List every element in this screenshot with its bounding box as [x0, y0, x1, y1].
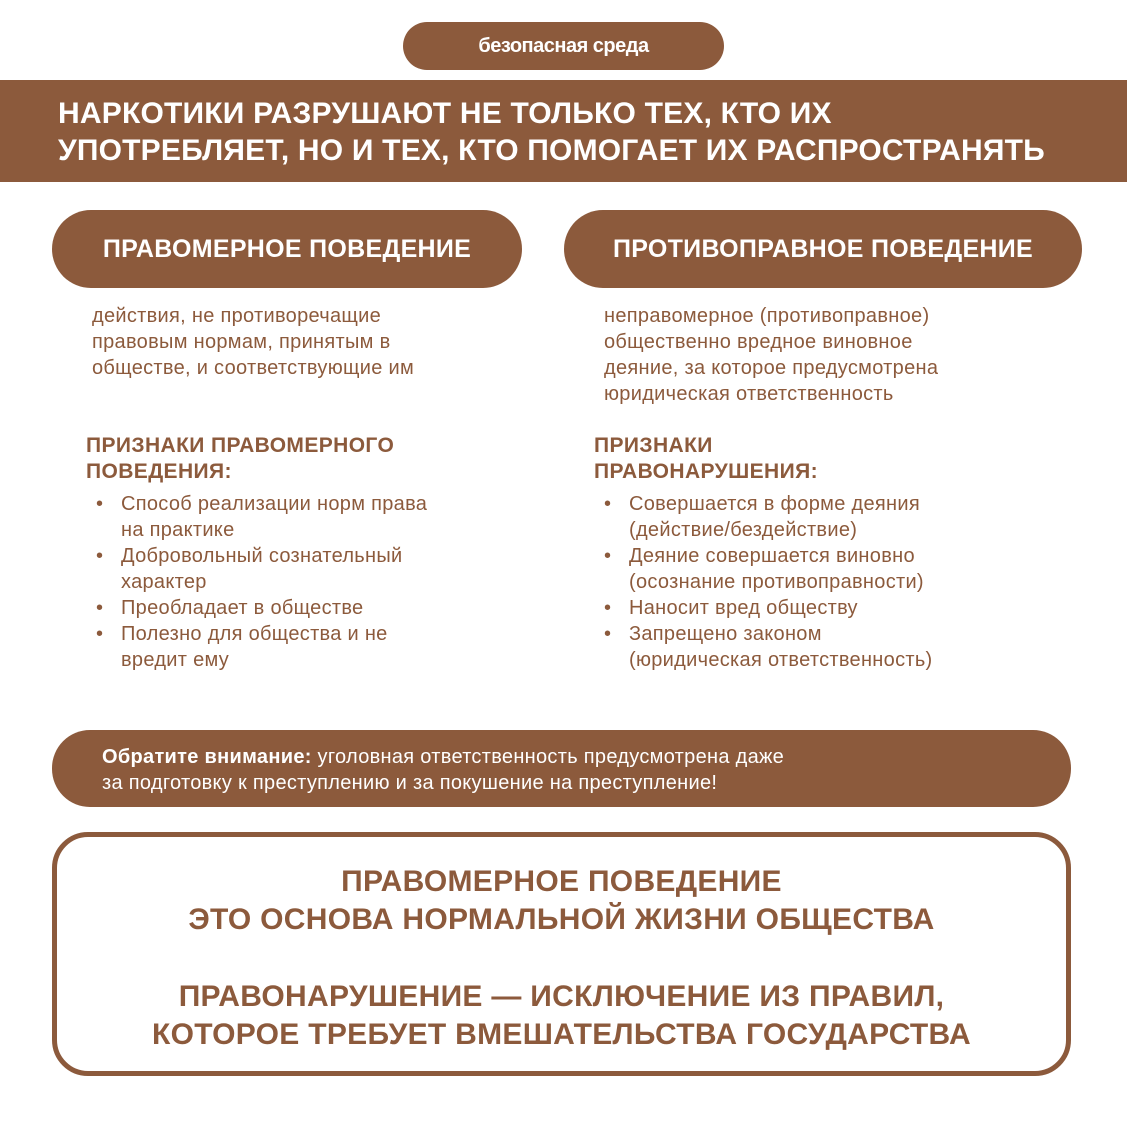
- definition-line: деяние, за которое предусмотрена: [604, 357, 939, 379]
- list-item: [604, 595, 933, 621]
- list-item-line: Деяние совершается виновно: [629, 545, 915, 567]
- bullet-icon: •: [604, 597, 612, 619]
- list-item-line: (действие/бездействие): [629, 519, 858, 541]
- list-item: [96, 491, 427, 543]
- summary-line: ЭТО ОСНОВА НОРМАЛЬНОЙ ЖИЗНИ ОБЩЕСТВА: [188, 903, 935, 936]
- notice-line-1: [102, 744, 1071, 770]
- offense-signs-list: [604, 491, 933, 673]
- list-item-line: Добровольный сознательный: [121, 545, 403, 567]
- summary-line: КОТОРОЕ ТРЕБУЕТ ВМЕШАТЕЛЬСТВА ГОСУДАРСТВА: [152, 1018, 971, 1051]
- offense-signs-title: [594, 433, 818, 485]
- summary-box: [52, 832, 1071, 1076]
- lawful-signs-title: [86, 433, 394, 485]
- summary-line: ПРАВОНАРУШЕНИЕ — ИСКЛЮЧЕНИЕ ИЗ ПРАВИЛ,: [178, 980, 945, 1013]
- list-item-line: Запрещено законом: [629, 623, 822, 645]
- bullet-icon: •: [96, 493, 104, 515]
- signs-title-line: ПРИЗНАКИ: [594, 434, 713, 457]
- unlawful-behavior-heading: ПРОТИВОПРАВНОЕ ПОВЕДЕНИЕ: [564, 210, 1082, 288]
- summary-line: ПРАВОМЕРНОЕ ПОВЕДЕНИЕ: [341, 865, 782, 898]
- list-item-line: (юридическая ответственность): [629, 649, 933, 671]
- headline-banner: [0, 80, 1127, 182]
- signs-title-line: ПОВЕДЕНИЯ:: [86, 460, 232, 483]
- headline-line-1: НАРКОТИКИ РАЗРУШАЮТ НЕ ТОЛЬКО ТЕХ, КТО ИХ: [58, 97, 832, 130]
- definition-line: юридическая ответственность: [604, 383, 894, 405]
- list-item-line: Наносит вред обществу: [629, 597, 858, 619]
- list-item: [96, 595, 427, 621]
- summary-spacer: [57, 939, 1066, 978]
- list-item-line: на практике: [121, 519, 235, 541]
- list-item-line: характер: [121, 571, 207, 593]
- definition-line: неправомерное (противоправное): [604, 305, 930, 327]
- list-item: [604, 543, 933, 595]
- lawful-behavior-heading: ПРАВОМЕРНОЕ ПОВЕДЕНИЕ: [52, 210, 522, 288]
- attention-notice: [52, 730, 1071, 807]
- list-item-line: Совершается в форме деяния: [629, 493, 920, 515]
- bullet-icon: •: [96, 597, 104, 619]
- unlawful-definition: [604, 303, 938, 407]
- lawful-definition: [92, 303, 414, 381]
- bullet-icon: •: [96, 623, 104, 645]
- notice-label: Обратите внимание:: [102, 746, 312, 768]
- definition-line: правовым нормам, принятым в: [92, 331, 391, 353]
- bullet-icon: •: [604, 545, 612, 567]
- list-item: [96, 621, 427, 673]
- signs-title-line: ПРАВОНАРУШЕНИЯ:: [594, 460, 818, 483]
- list-item-line: (осознание противоправности): [629, 571, 924, 593]
- list-item: [96, 543, 427, 595]
- list-item: [604, 621, 933, 673]
- brand-badge: безопасная среда: [403, 22, 724, 70]
- definition-line: действия, не противоречащие: [92, 305, 382, 327]
- bullet-icon: •: [604, 623, 612, 645]
- definition-line: обществе, и соответствующие им: [92, 357, 415, 379]
- list-item: [604, 491, 933, 543]
- bullet-icon: •: [604, 493, 612, 515]
- list-item-line: Полезно для общества и не: [121, 623, 388, 645]
- notice-text: уголовная ответственность предусмотрена даже: [311, 746, 785, 768]
- bullet-icon: •: [96, 545, 104, 567]
- headline-line-2: УПОТРЕБЛЯЕТ, НО И ТЕХ, КТО ПОМОГАЕТ ИХ РАСПРОСТРАНЯТЬ: [58, 134, 1045, 167]
- signs-title-line: ПРИЗНАКИ ПРАВОМЕРНОГО: [86, 434, 395, 457]
- notice-line-2: за подготовку к преступлению и за покушение на преступление!: [102, 772, 718, 794]
- list-item-line: Преобладает в обществе: [121, 597, 364, 619]
- list-item-line: Способ реализации норм права: [121, 493, 428, 515]
- definition-line: общественно вредное виновное: [604, 331, 913, 353]
- lawful-signs-list: [96, 491, 427, 673]
- list-item-line: вредит ему: [121, 649, 230, 671]
